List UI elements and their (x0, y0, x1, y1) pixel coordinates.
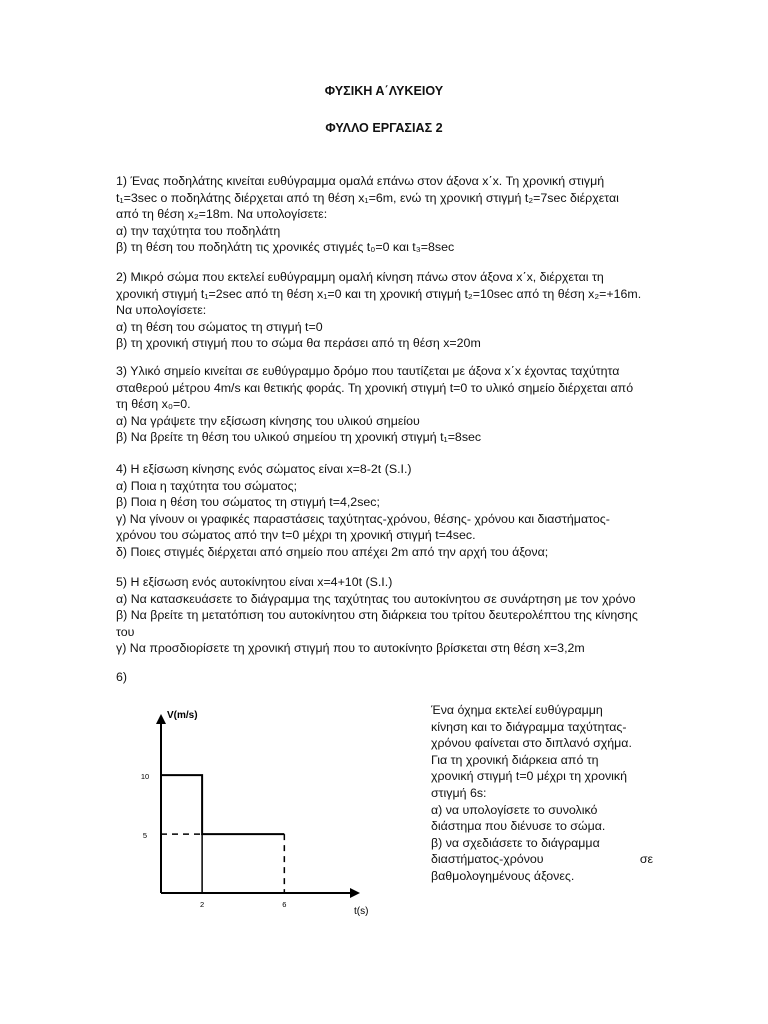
question-4-part-c-line-2: χρόνου του σώματος από την t=0 μέχρι τη χρονική στιγμή t=4sec. (116, 528, 476, 543)
question-3-line-3: τη θέση x₀=0. (116, 397, 191, 412)
question-3-part-b: β) Να βρείτε τη θέση του υλικού σημείου τη χρονική στιγμή t₁=8sec (116, 430, 482, 445)
x-tick-label: 2 (200, 900, 205, 909)
question-6-part-b-line-1: β) να σχεδιάσετε το διάγραμμα (431, 835, 600, 850)
question-4-part-c-line-1: γ) Να γίνουν οι γραφικές παραστάσεις ταχύτητας-χρόνου, θέσης- χρόνου και διαστήματος- (116, 511, 610, 526)
question-2-line-1: 2) Μικρό σώμα που εκτελεί ευθύγραμμη ομαλή κίνηση πάνω στον άξονα x΄x, διέρχεται τη (116, 270, 604, 284)
question-6-line-3: χρόνου φαίνεται στο διπλανό σχήμα. (431, 736, 632, 751)
question-6-line-2: κίνηση και το διάγραμμα ταχύτητας- (431, 719, 627, 734)
velocity-time-chart (136, 700, 386, 925)
velocity-series-line (161, 775, 284, 834)
question-6-part-a-line-2: διάστημα που διένυσε το σώμα. (431, 819, 606, 834)
question-1-line-1: 1) Ένας ποδηλάτης κινείται ευθύγραμμα ομαλά επάνω στον άξονα x΄x. Τη χρονική στιγμή (116, 174, 605, 188)
question-6-part-b-line-2 (431, 851, 653, 868)
question-5-line-1: 5) Η εξίσωση ενός αυτοκίνητου είναι x=4+10t (S.I.) (116, 575, 393, 589)
question-1 (116, 173, 654, 256)
question-6-line-4: Για τη χρονική διάρκεια από τη (431, 752, 599, 767)
question-5-part-b-line-2: του (116, 624, 135, 639)
y-tick-label: 10 (140, 772, 150, 782)
x-axis-label: t(s) (354, 906, 369, 917)
question-4 (116, 461, 654, 561)
question-2-part-b: β) τη χρονική στιγμή που το σώμα θα περάσει από τη θέση x=20m (116, 336, 481, 351)
question-3-part-a: α) Να γράψετε την εξίσωση κίνησης του υλικού σημείου (116, 413, 420, 428)
y-axis-arrow (156, 714, 166, 724)
question-6-number: 6) (116, 670, 128, 684)
question-3-line-1: 3) Υλικό σημείο κινείται σε ευθύγραμμο δρόμο που ταυτίζεται με άξονα x΄x έχοντας ταχύτητα (116, 364, 620, 378)
question-6-part-b-word-1: διαστήματος-χρόνου (431, 852, 544, 867)
question-1-part-a: α) την ταχύτητα του ποδηλάτη (116, 223, 281, 238)
question-5-part-b-line-1: β) Να βρείτε τη μετατόπιση του αυτοκίνητου στη διάρκεια του τρίτου δευτερολέπτου της κίνησης (116, 608, 638, 623)
question-2-line-2: χρονική στιγμή t₁=2sec από τη θέση x₁=0 και τη χρονική στιγμή t₂=10sec από τη θέση x₂=+16m. (116, 286, 642, 301)
question-3 (116, 363, 654, 446)
y-axis-label: V(m/s) (167, 710, 198, 721)
page-subtitle: ΦΥΛΛΟ ΕΡΓΑΣΙΑΣ 2 (325, 121, 443, 135)
question-1-line-3: από τη θέση x₂=18m. Να υπολογίσετε: (116, 207, 328, 222)
question-5-part-a: α) Να κατασκευάσετε το διάγραμμα της ταχύτητας του αυτοκίνητου σε συνάρτηση με τον χρόνο (116, 591, 636, 606)
question-5-part-c: γ) Να προσδιορίσετε τη χρονική στιγμή που το αυτοκίνητο βρίσκεται στη θέση x=3,2m (116, 641, 585, 656)
x-axis-arrow (350, 888, 360, 898)
question-6-text (431, 702, 653, 885)
x-tick-label: 6 (282, 900, 287, 909)
question-1-line-2: t₁=3sec ο ποδηλάτης διέρχεται από τη θέση x₁=6m, ενώ τη χρονική στιγμή t₂=7sec διέρχεται (116, 190, 619, 205)
question-6-line-6: στιγμή 6s: (431, 785, 487, 800)
page-title: ΦΥΣΙΚΗ Α΄ΛΥΚΕΙΟΥ (324, 84, 444, 98)
question-2-part-a: α) τη θέση του σώματος τη στιγμή t=0 (116, 319, 323, 334)
question-4-part-d: δ) Ποιες στιγμές διέρχεται από σημείο που απέχει 2m από την αρχή του άξονα; (116, 544, 549, 559)
question-4-part-a: α) Ποια η ταχύτητα του σώματος; (116, 478, 298, 493)
question-6-line-5: χρονική στιγμή t=0 μέχρι τη χρονική (431, 769, 628, 784)
question-5 (116, 574, 654, 657)
question-6-part-b-line-3: βαθμολογημένους άξονες. (431, 868, 575, 883)
question-3-line-2: σταθερού μέτρου 4m/s και θετικής φοράς. Τη χρονική στιγμή t=0 το υλικό σημείο διέρχεται από (116, 380, 634, 395)
question-6-part-a-line-1: α) να υπολογίσετε το συνολικό (431, 802, 598, 817)
question-6-line-1: Ένα όχημα εκτελεί ευθύγραμμη (431, 703, 603, 717)
y-tick-label: 5 (142, 831, 148, 841)
question-6-part-b-word-2: σε (639, 852, 653, 867)
question-2-line-3: Να υπολογίσετε: (116, 303, 207, 318)
question-4-line-1: 4) Η εξίσωση κίνησης ενός σώματος είναι x=8-2t (S.I.) (116, 462, 412, 476)
question-4-part-b: β) Ποια η θέση του σώματος τη στιγμή t=4,2sec; (116, 495, 380, 510)
question-1-part-b: β) τη θέση του ποδηλάτη τις χρονικές στιγμές t₀=0 και t₃=8sec (116, 240, 455, 255)
question-2 (116, 269, 654, 352)
